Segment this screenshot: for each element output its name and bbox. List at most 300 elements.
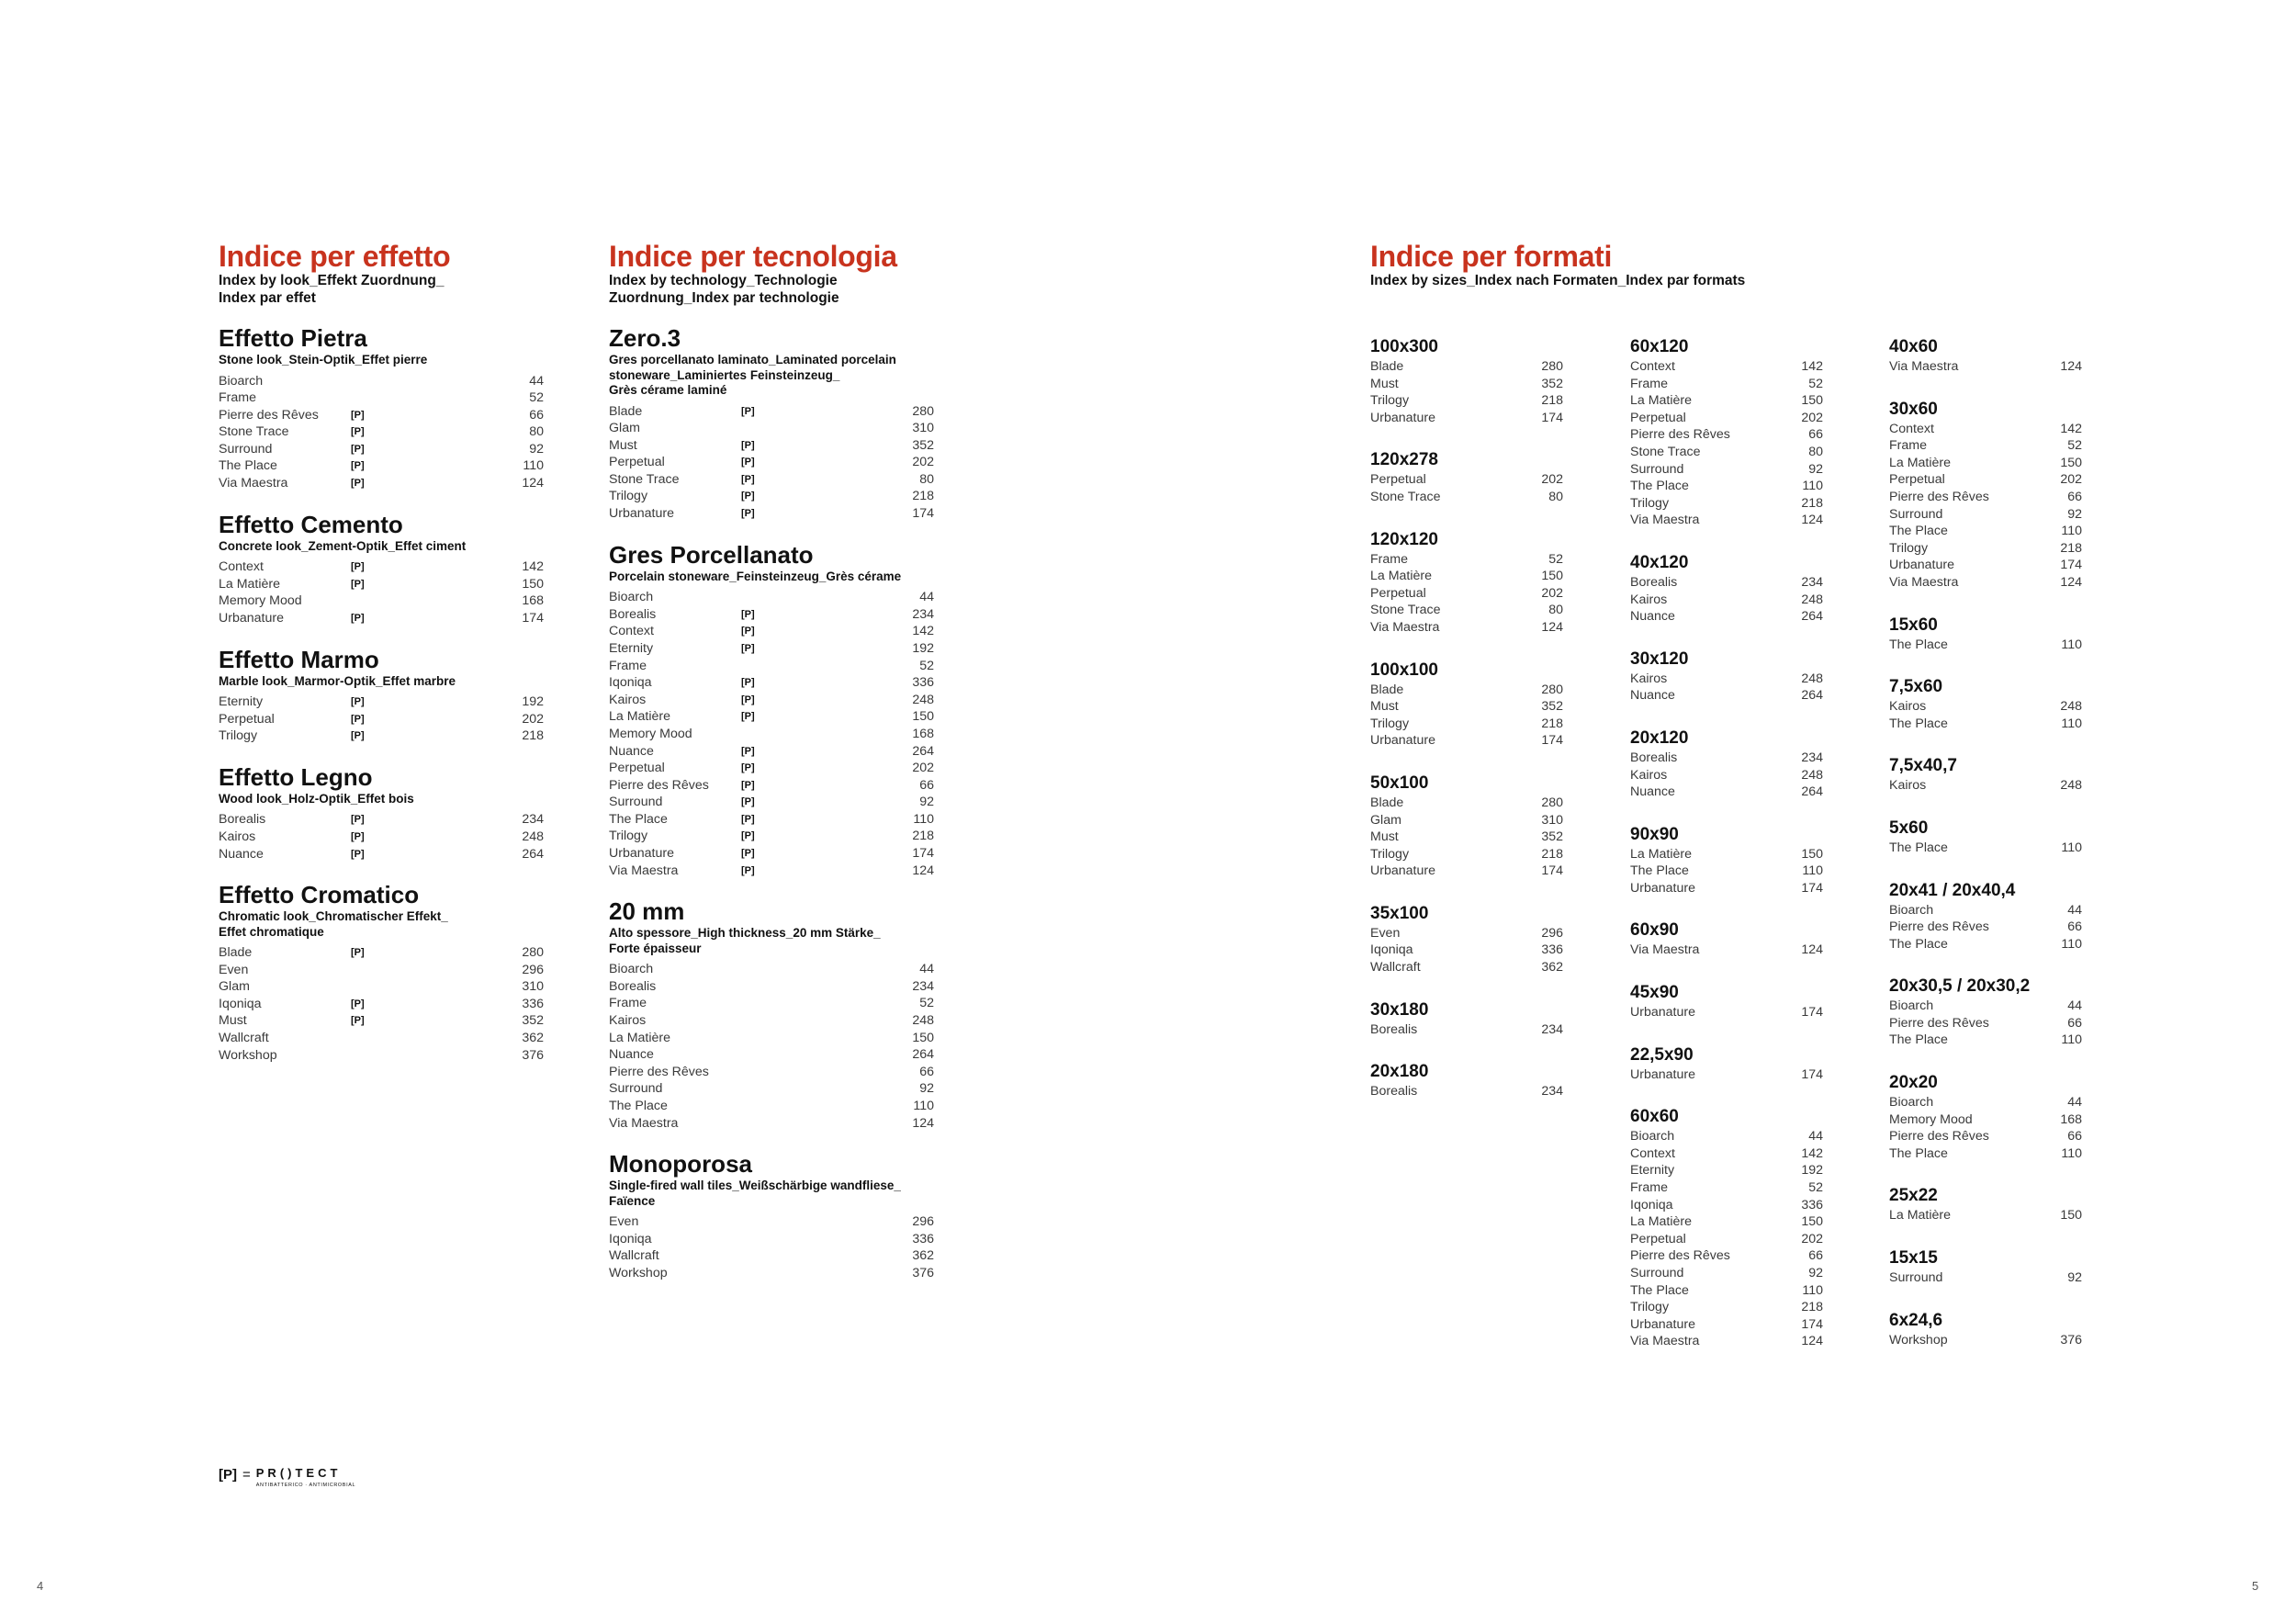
section-title: Effetto Pietra (219, 324, 367, 352)
size-title: 60x120 (1630, 337, 1689, 356)
protect-marker: [P] (741, 626, 755, 637)
protect-marker (741, 1012, 778, 1030)
size-row (1630, 767, 1823, 784)
collection-name: The Place (1889, 716, 1948, 731)
index-section (609, 542, 934, 880)
page-number: 92 (919, 1081, 934, 1097)
protect-marker: [P] (351, 814, 365, 826)
size-title: 40x60 (1889, 337, 1938, 356)
page-number: 66 (1808, 1248, 1823, 1264)
tecnologia-sections (609, 325, 934, 1282)
effetto-title: Indice per effetto (219, 240, 451, 273)
collection-name: Borealis (1630, 750, 1678, 765)
collection-name: Kairos (609, 1013, 647, 1029)
index-row (609, 995, 934, 1012)
page-number: 80 (1808, 444, 1823, 459)
page-number: 352 (522, 1013, 544, 1029)
protect-marker (741, 1080, 778, 1098)
index-row (609, 437, 934, 455)
index-row (219, 944, 544, 962)
collection-name: Frame (1370, 551, 1408, 567)
page-number: 218 (912, 489, 934, 504)
size-row (1370, 795, 1563, 812)
collection-name: Trilogy (219, 728, 258, 744)
collection-name: Borealis (609, 978, 657, 994)
page-number: 264 (1801, 688, 1823, 704)
collection-name: Urbanature (609, 506, 674, 522)
size-row (1630, 574, 1823, 592)
formati-title: Indice per formati (1370, 240, 1613, 273)
size-section (1630, 728, 1823, 801)
size-row (1630, 846, 1823, 863)
index-row (609, 708, 934, 726)
protect-marker (741, 726, 778, 743)
protect-marker: [P] (741, 711, 755, 723)
collection-name: Context (609, 624, 654, 639)
page-number: 92 (529, 441, 544, 457)
size-title: 60x60 (1630, 1107, 1679, 1127)
page-number: 110 (2061, 1032, 2082, 1048)
page-number: 110 (2061, 716, 2082, 731)
index-row (219, 694, 544, 711)
effetto-column (219, 241, 544, 1083)
protect-marker: [P] (741, 745, 755, 757)
page-number: 110 (913, 811, 934, 827)
size-title: 5x60 (1889, 818, 1929, 838)
formati-column-1 (1370, 337, 1563, 1124)
page-number: 66 (2067, 489, 2082, 504)
size-title: 90x90 (1630, 824, 1679, 844)
protect-marker: [P] (741, 694, 755, 705)
section-title: Effetto Marmo (219, 645, 379, 673)
protect-marker: [P] (741, 779, 755, 791)
collection-name: La Matière (1889, 455, 1952, 470)
protect-marker (741, 1247, 778, 1265)
size-title: 30x60 (1889, 399, 1938, 419)
protect-marker: [P] (741, 762, 755, 774)
protect-marker: [P] (351, 478, 365, 490)
size-row (1370, 489, 1563, 506)
page-number: 124 (522, 476, 544, 491)
collection-name: The Place (609, 1099, 668, 1113)
size-row (1370, 410, 1563, 427)
protect-marker: [P] (351, 1015, 365, 1027)
section-subtitle-line: stoneware_Laminiertes Feinsteinzeug_ (609, 367, 840, 382)
size-row (1889, 1015, 2082, 1032)
collection-name: Urbanature (1630, 880, 1695, 896)
collection-name: Pierre des Rêves (219, 407, 319, 423)
size-row (1630, 444, 1823, 461)
collection-name: Frame (1889, 438, 1927, 454)
protect-marker (741, 1231, 778, 1248)
size-row (1370, 942, 1563, 959)
size-row (1370, 846, 1563, 863)
collection-name: Memory Mood (219, 593, 302, 609)
collection-name: The Place (1889, 1145, 1948, 1161)
size-row (1889, 1032, 2082, 1049)
collection-name: Stone Trace (1370, 489, 1441, 504)
collection-name: Wallcraft (1370, 960, 1421, 976)
size-title: 20x20 (1889, 1073, 1938, 1093)
size-row (1889, 506, 2082, 524)
page-number: 142 (2060, 421, 2082, 436)
collection-name: Nuance (219, 846, 264, 862)
collection-name: Stone Trace (1630, 444, 1701, 459)
size-section (1630, 920, 1823, 959)
size-title: 45x90 (1630, 983, 1679, 1003)
index-row (609, 403, 934, 421)
section-subtitle-line: Grès cérame laminé (609, 383, 727, 397)
page-number: 352 (1541, 699, 1563, 715)
collection-name: Must (1370, 829, 1399, 845)
collection-name: Kairos (1630, 592, 1668, 607)
index-section (219, 325, 544, 492)
index-row (609, 1265, 934, 1282)
collection-name: Context (219, 559, 264, 575)
section-subtitle-line: Effet chromatique (219, 924, 324, 939)
protect-marker (741, 995, 778, 1012)
index-row (219, 1047, 544, 1065)
collection-name: Must (609, 437, 637, 453)
size-section (1889, 881, 2082, 953)
page-number: 376 (912, 1265, 934, 1280)
page-number: 44 (1808, 1129, 1823, 1145)
size-row (1370, 602, 1563, 619)
size-title: 7,5x40,7 (1889, 756, 1957, 776)
size-section (1370, 1000, 1563, 1039)
section-subtitle-line: Wood look_Holz-Optik_Effet bois (219, 791, 414, 806)
size-row (1370, 698, 1563, 716)
size-row (1370, 568, 1563, 585)
size-row (1370, 585, 1563, 603)
size-section (1889, 615, 2082, 654)
collection-name: Perpetual (1630, 410, 1686, 425)
collection-name: The Place (609, 811, 668, 827)
page-number: 168 (912, 726, 934, 741)
protect-logo (256, 1467, 355, 1489)
protect-marker (741, 978, 778, 996)
index-row (219, 389, 544, 407)
page-number: 280 (912, 403, 934, 419)
page-number: 110 (1802, 479, 1823, 494)
size-row (1370, 959, 1563, 976)
size-row (1630, 1066, 1823, 1084)
collection-name: Urbanature (219, 610, 284, 626)
page-number: 336 (912, 1231, 934, 1246)
size-section (1889, 976, 2082, 1049)
page-number: 92 (1808, 1266, 1823, 1280)
size-section (1630, 649, 1823, 705)
page-number: 80 (1548, 603, 1563, 618)
size-section (1889, 1248, 2082, 1287)
collection-name: La Matière (1630, 846, 1693, 862)
page-number: 124 (1541, 619, 1563, 635)
page-number: 124 (912, 1115, 934, 1131)
index-section (219, 764, 544, 863)
page-number: 44 (2067, 1095, 2082, 1111)
collection-name: Blade (219, 945, 253, 961)
collection-name: Trilogy (1889, 540, 1929, 556)
protect-marker: [P] (741, 796, 755, 808)
index-row (609, 505, 934, 523)
size-row (1630, 1316, 1823, 1334)
protect-marker: [P] (351, 612, 365, 624)
page-number: 174 (1541, 410, 1563, 425)
collection-name: La Matière (1889, 1208, 1952, 1224)
collection-name: La Matière (609, 709, 671, 725)
page-number: 124 (1801, 942, 1823, 958)
size-title: 15x60 (1889, 615, 1938, 635)
size-section (1370, 660, 1563, 750)
size-row (1630, 1197, 1823, 1214)
page-number: 150 (912, 709, 934, 725)
size-row (1630, 1213, 1823, 1231)
section-subtitle (219, 353, 544, 368)
size-row (1630, 1265, 1823, 1282)
legend-key: [P] (219, 1467, 237, 1483)
collection-name: Workshop (609, 1265, 668, 1280)
page-number: 44 (919, 962, 934, 977)
collection-name: Urbanature (1370, 733, 1435, 749)
index-row (219, 576, 544, 593)
page-number: 110 (913, 1099, 934, 1113)
collection-name: Urbanature (1630, 1005, 1695, 1021)
section-subtitle-line: Chromatic look_Chromatischer Effekt_ (219, 909, 448, 924)
page-number: 218 (522, 728, 544, 744)
collection-name: Via Maestra (1889, 574, 1959, 590)
protect-marker: [P] (351, 460, 365, 472)
page-number: 142 (1801, 359, 1823, 374)
index-row (219, 610, 544, 627)
protect-marker: [P] (741, 508, 755, 520)
page-number: 142 (1801, 1145, 1823, 1161)
protect-marker: [P] (351, 443, 365, 455)
collection-name: Via Maestra (219, 476, 288, 491)
size-row (1630, 1128, 1823, 1145)
section-subtitle (609, 926, 934, 956)
protect-marker (741, 1046, 778, 1064)
size-row (1889, 919, 2082, 936)
collection-name: Stone Trace (609, 471, 680, 487)
index-row (609, 1098, 934, 1115)
size-row (1630, 1299, 1823, 1316)
page-number: 174 (522, 610, 544, 626)
size-row (1370, 716, 1563, 733)
size-title: 25x22 (1889, 1186, 1938, 1206)
collection-name: Memory Mood (609, 726, 692, 741)
collection-name: Bioarch (1889, 998, 1934, 1014)
size-row (1370, 863, 1563, 880)
section-title: Gres Porcellanato (609, 540, 814, 569)
collection-name: Trilogy (609, 489, 648, 504)
size-row (1370, 1083, 1563, 1100)
section-subtitle (609, 1179, 934, 1209)
section-subtitle-line: Stone look_Stein-Optik_Effet pierre (219, 353, 428, 367)
size-row (1630, 478, 1823, 495)
protect-marker: [P] (741, 457, 755, 468)
protect-marker: [P] (351, 730, 365, 742)
collection-name: Must (1370, 376, 1399, 391)
collection-name: The Place (1889, 524, 1948, 539)
size-row (1630, 410, 1823, 427)
page-number: 362 (1541, 960, 1563, 976)
page-number: 352 (1541, 376, 1563, 391)
page-number: 124 (2060, 574, 2082, 590)
index-row (219, 711, 544, 728)
size-row (1630, 358, 1823, 376)
collection-name: Pierre des Rêves (1889, 919, 1989, 935)
page-number: 336 (912, 675, 934, 691)
section-subtitle-line: Faïence (609, 1193, 656, 1208)
protect-marker (741, 1030, 778, 1047)
tecnologia-column (609, 241, 934, 1302)
tecnologia-subtitle: Index by technology_Technologie Zuordnung_Index par technologie (609, 273, 839, 306)
page-number: 80 (529, 424, 544, 440)
page-number: 66 (1808, 427, 1823, 443)
size-title: 22,5x90 (1630, 1044, 1694, 1065)
page-number: 336 (1541, 942, 1563, 958)
page-number: 124 (1801, 513, 1823, 528)
size-section (1370, 773, 1563, 880)
collection-name: Urbanature (1630, 1316, 1695, 1332)
page-number: 362 (912, 1248, 934, 1264)
collection-name: Nuance (609, 1047, 654, 1063)
collection-name: Bioarch (1889, 902, 1934, 918)
size-row (1370, 829, 1563, 846)
size-section (1889, 337, 2082, 376)
index-row (609, 471, 934, 489)
size-row (1630, 592, 1823, 609)
size-section (1630, 1045, 1823, 1084)
size-section (1889, 756, 2082, 795)
page-number: 80 (1548, 489, 1563, 504)
index-row (609, 420, 934, 437)
size-row (1889, 437, 2082, 455)
page-number: 174 (1801, 1316, 1823, 1332)
collection-name: Pierre des Rêves (1889, 489, 1989, 504)
page-number: 234 (1801, 750, 1823, 765)
page-number: 150 (1801, 846, 1823, 862)
page-number: 92 (1808, 461, 1823, 477)
collection-name: Trilogy (1630, 1300, 1670, 1315)
protect-logo-name: PR()TECT (255, 1466, 342, 1480)
page-number: 296 (522, 962, 544, 977)
collection-name: Must (1370, 699, 1399, 715)
section-subtitle (219, 539, 544, 555)
collection-name: Eternity (219, 694, 264, 710)
collection-name: Via Maestra (1630, 1334, 1700, 1349)
collection-name: Wallcraft (609, 1248, 659, 1264)
page-number: 218 (1541, 393, 1563, 409)
size-row (1630, 1231, 1823, 1248)
collection-name: La Matière (219, 576, 281, 592)
index-row (609, 1046, 934, 1064)
collection-name: Eternity (609, 640, 654, 656)
protect-marker: [P] (351, 848, 365, 860)
protect-marker (351, 978, 388, 996)
size-row (1889, 902, 2082, 919)
size-row (1889, 716, 2082, 733)
size-title: 15x15 (1889, 1248, 1938, 1269)
collection-name: Context (1630, 359, 1675, 374)
size-row (1889, 1111, 2082, 1129)
page-number: 142 (912, 624, 934, 639)
page-number: 150 (1541, 569, 1563, 584)
page-number: 264 (522, 846, 544, 862)
collection-name: La Matière (1630, 1214, 1693, 1230)
page-number: 52 (1548, 551, 1563, 567)
section-subtitle (219, 909, 544, 940)
page-number: 44 (2067, 998, 2082, 1014)
protect-marker: [P] (351, 713, 365, 725)
protect-marker (741, 961, 778, 978)
collection-name: Pierre des Rêves (609, 777, 709, 793)
page-number: 248 (912, 1013, 934, 1029)
page-number: 110 (2061, 524, 2082, 539)
protect-marker: [P] (351, 830, 365, 842)
size-title: 30x180 (1370, 999, 1429, 1020)
collection-name: The Place (1630, 479, 1689, 494)
page-number: 110 (2061, 840, 2082, 855)
collection-name: Stone Trace (1370, 603, 1441, 618)
size-title: 50x100 (1370, 773, 1429, 793)
collection-name: Urbanature (609, 846, 674, 862)
page-number: 218 (1801, 1300, 1823, 1315)
size-row (1630, 376, 1823, 393)
size-section (1370, 904, 1563, 976)
size-row (1889, 1332, 2082, 1349)
protect-marker: [P] (741, 405, 755, 417)
size-row (1630, 687, 1823, 705)
collection-name: Nuance (1630, 784, 1675, 800)
collection-name: Must (219, 1013, 247, 1029)
page-number: 234 (912, 978, 934, 994)
page-number: 202 (1801, 410, 1823, 425)
page-number: 52 (529, 390, 544, 406)
size-title: 6x24,6 (1889, 1310, 1943, 1330)
index-row (609, 978, 934, 996)
index-row (609, 1213, 934, 1231)
collection-name: Glam (1370, 812, 1401, 828)
size-section (1630, 1107, 1823, 1350)
collection-name: Perpetual (1630, 1231, 1686, 1246)
page-number: 174 (912, 506, 934, 522)
page-number: 310 (1541, 812, 1563, 828)
protect-marker: [P] (741, 813, 755, 825)
size-section (1630, 553, 1823, 626)
size-title: 20x30,5 / 20x30,2 (1889, 976, 2031, 997)
protect-marker: [P] (741, 642, 755, 654)
size-row (1889, 1128, 2082, 1145)
section-subtitle (609, 570, 934, 585)
page-number: 124 (1801, 1334, 1823, 1349)
collection-name: Iqoniqa (1370, 942, 1413, 958)
index-row (609, 640, 934, 658)
collection-name: Via Maestra (1630, 942, 1700, 958)
collection-name: Via Maestra (1370, 619, 1440, 635)
collection-name: The Place (1889, 840, 1948, 855)
size-row (1889, 637, 2082, 654)
page-number: 174 (1801, 1066, 1823, 1082)
size-row (1630, 1179, 1823, 1197)
index-row (609, 760, 934, 777)
protect-marker (741, 1213, 778, 1231)
page-number: 202 (1541, 472, 1563, 488)
page-number: 110 (2061, 637, 2082, 652)
index-row (219, 811, 544, 829)
index-row (609, 1064, 934, 1081)
index-row (609, 658, 934, 675)
